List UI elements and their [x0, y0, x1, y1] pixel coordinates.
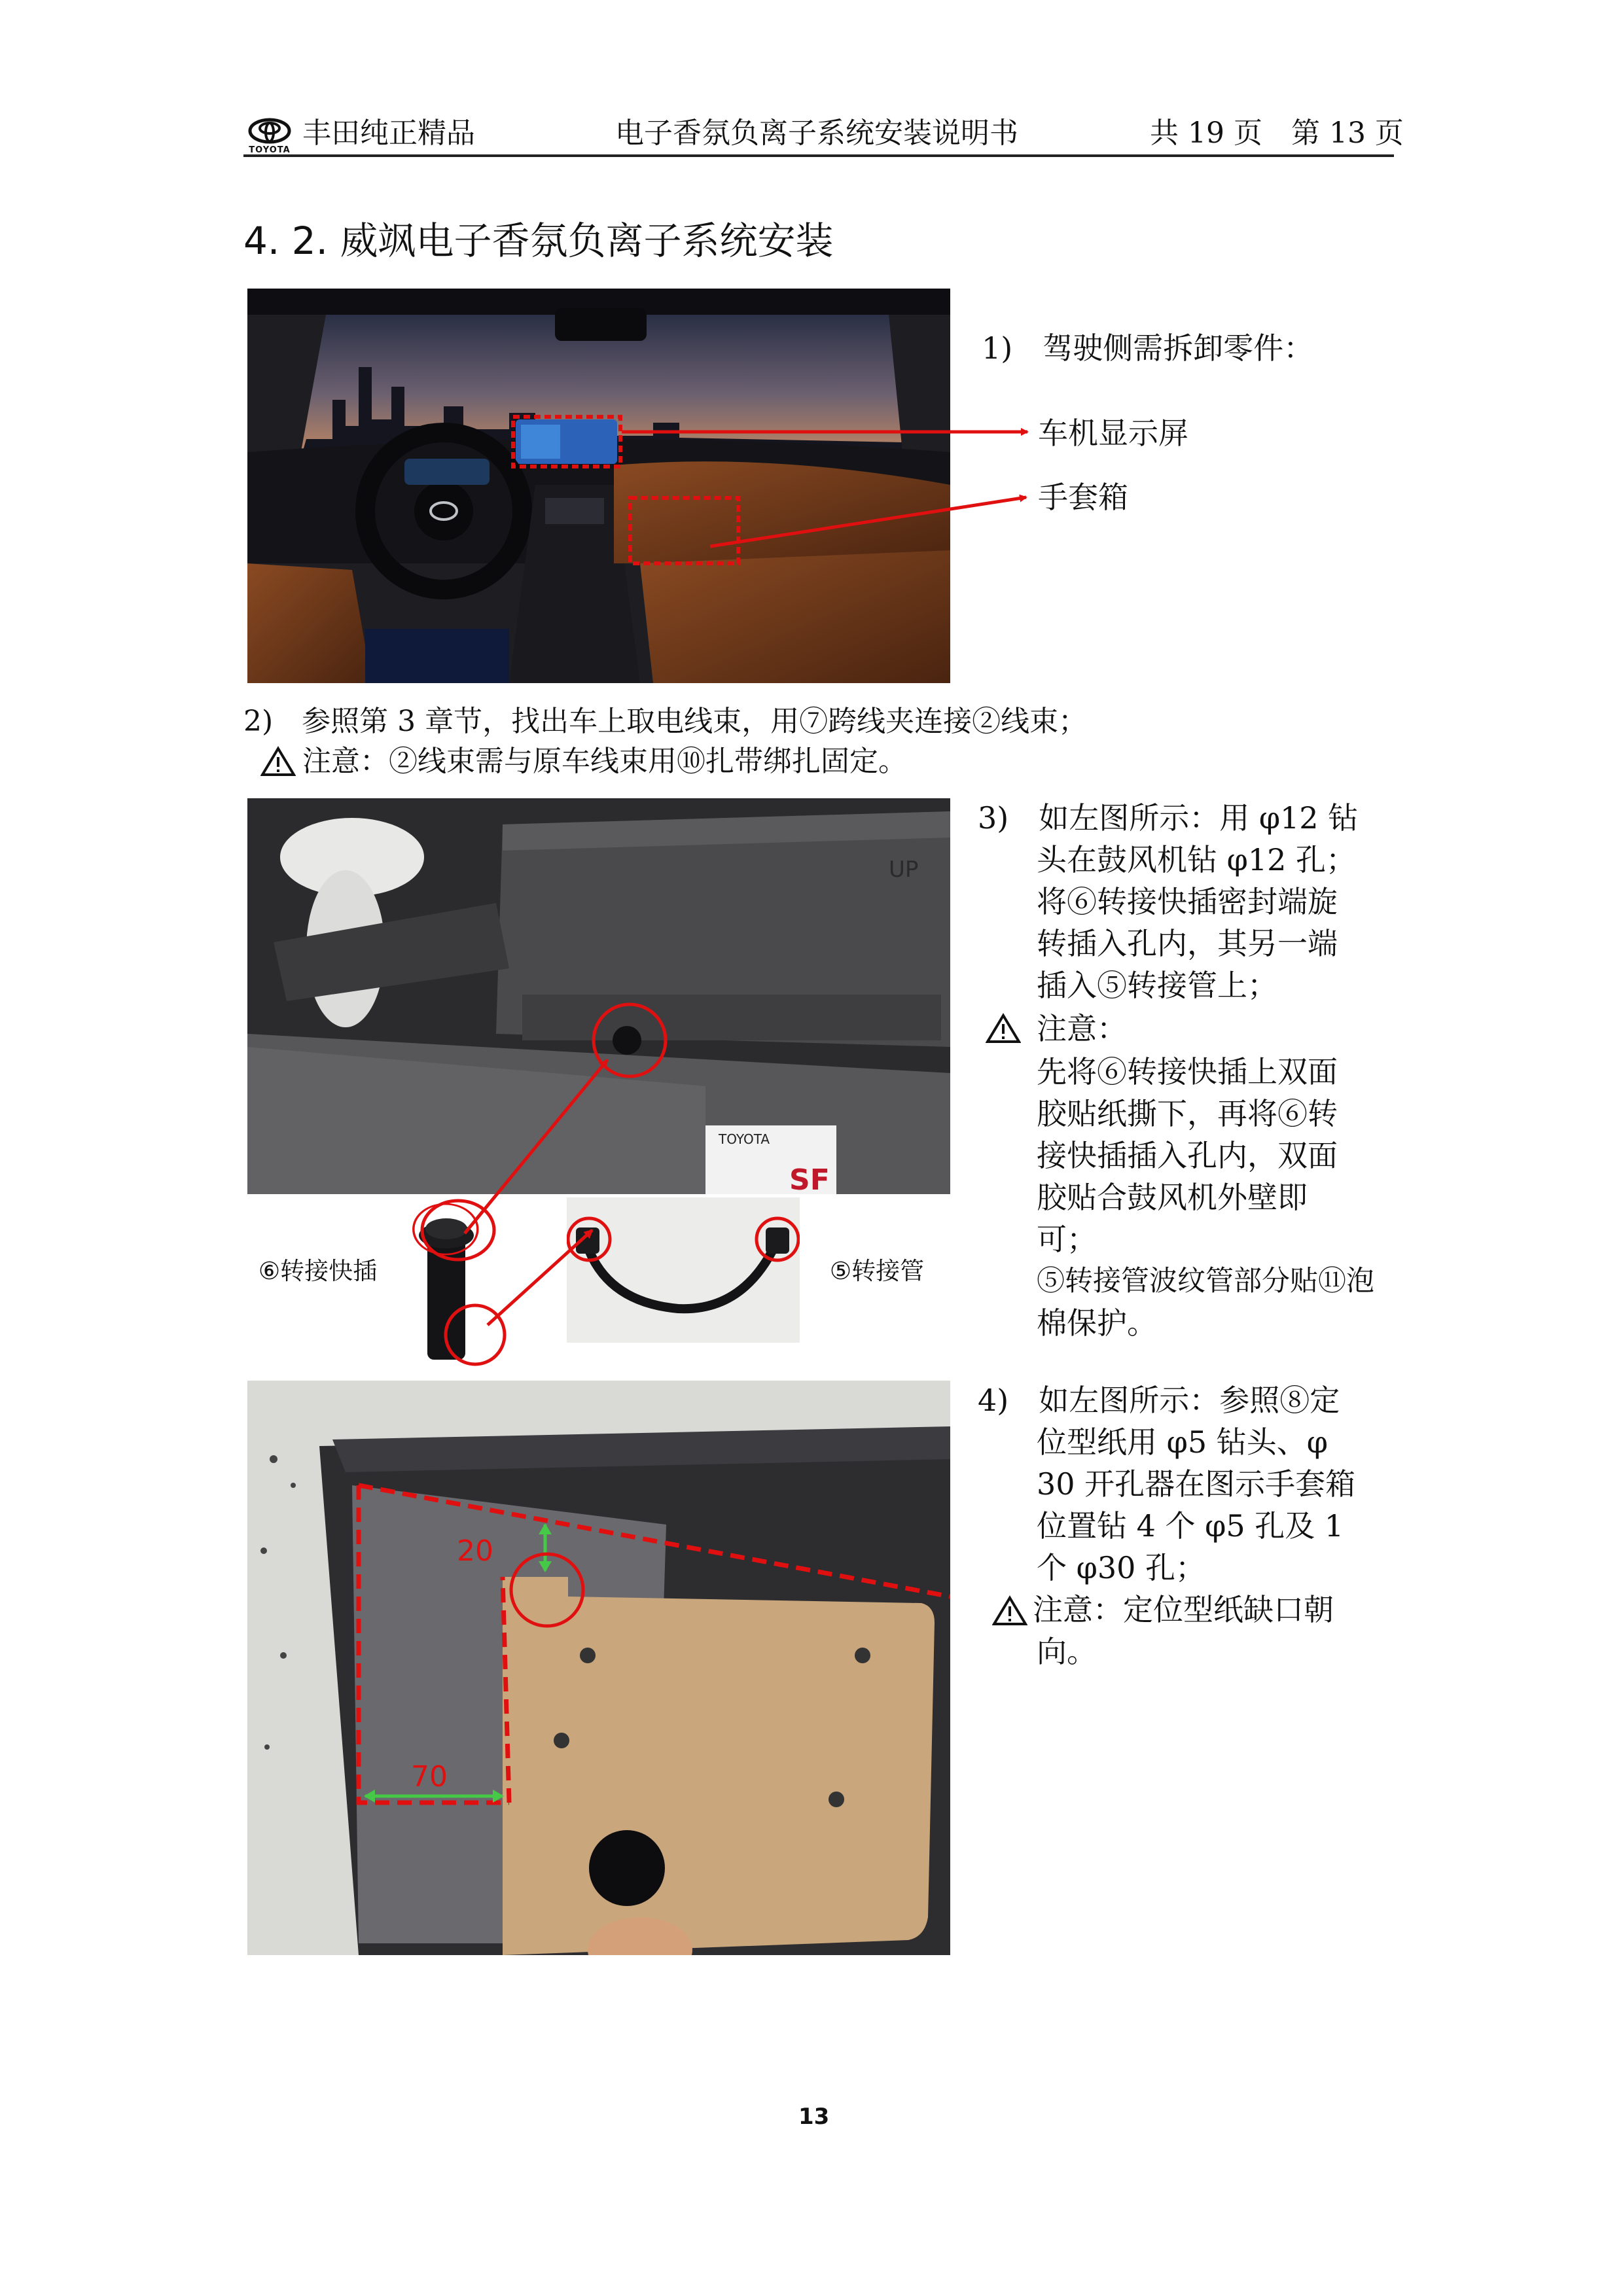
warning-icon	[260, 746, 296, 777]
photo-label-sf: SF	[789, 1163, 830, 1194]
section-title: 4. 2. 威飒电子香氛负离子系统安装	[243, 219, 834, 263]
dimension-70-label: 70	[411, 1760, 448, 1793]
step1-label-glovebox: 手套箱	[1038, 480, 1128, 515]
toyota-logo-text: TOYOTA	[249, 145, 291, 155]
step2-text: 2) 参照第 3 章节，找出车上取电线束，用⑦跨线夹连接②线束；	[243, 705, 1088, 738]
step3-line: 棉保护。	[1037, 1305, 1157, 1341]
header-brand: 丰田纯正精品	[302, 116, 475, 150]
header-rule	[243, 154, 1394, 157]
step4-line: 位型纸用 φ5 钻头、φ	[1037, 1424, 1328, 1460]
step4-line: 向。	[1037, 1634, 1097, 1669]
step3-line: 将⑥转接快插密封端旋	[1037, 884, 1338, 919]
step3-line: ⑤转接管波纹管部分贴⑪泡	[1037, 1265, 1374, 1298]
blower-photo	[247, 798, 950, 1194]
step3-line: 先将⑥转接快插上双面	[1037, 1054, 1338, 1089]
car-interior-photo	[247, 289, 950, 683]
warning-icon	[986, 1013, 1021, 1044]
page-number: 13	[798, 2104, 830, 2130]
step4-line: 4) 如左图所示：参照⑧定	[978, 1383, 1340, 1418]
step3-line: 头在鼓风机钻 φ12 孔；	[1037, 842, 1356, 877]
quick-connector-image	[398, 1196, 496, 1363]
caption-quick-connector: ⑥转接快插	[259, 1257, 378, 1285]
step4-line: 位置钻 4 个 φ5 孔及 1	[1037, 1508, 1344, 1544]
caption-adapter-tube: ⑤转接管	[830, 1257, 925, 1285]
step3-line: 胶贴纸撕下，再将⑥转	[1037, 1096, 1338, 1131]
step3-line: 胶贴合鼓风机外壁即	[1037, 1180, 1308, 1215]
glovebox-template-photo	[247, 1381, 950, 1955]
photo-label-up: UP	[889, 857, 919, 883]
dimension-20-label: 20	[457, 1534, 493, 1568]
step4-note: 注意：定位型纸缺口朝	[1033, 1592, 1334, 1627]
step4-line: 30 开孔器在图示手套箱	[1037, 1466, 1356, 1502]
step2-note: 注意：②线束需与原车线束用⑩扎带绑扎固定。	[302, 745, 907, 778]
step1-text: 1) 驾驶侧需拆卸零件：	[982, 330, 1314, 366]
step4-line: 个 φ30 孔；	[1037, 1550, 1205, 1585]
step3-line: 接快插插入孔内，双面	[1037, 1138, 1338, 1173]
step3-note-label: 注意：	[1037, 1011, 1127, 1046]
header-doc-title: 电子香氛负离子系统安装说明书	[615, 116, 1018, 150]
photo-label-toyota: TOYOTA	[719, 1131, 770, 1147]
step3-line: 插入⑤转接管上；	[1037, 968, 1277, 1003]
warning-icon	[992, 1595, 1027, 1627]
step3-line: 可；	[1037, 1222, 1097, 1257]
header-page-info: 共 19 页 第 13 页	[1150, 116, 1404, 150]
adapter-tube-image	[567, 1197, 800, 1343]
step3-line: 3) 如左图所示：用 φ12 钻	[978, 800, 1359, 836]
step3-line: 转插入孔内，其另一端	[1037, 926, 1338, 961]
step1-label-display: 车机显示屏	[1038, 415, 1188, 451]
